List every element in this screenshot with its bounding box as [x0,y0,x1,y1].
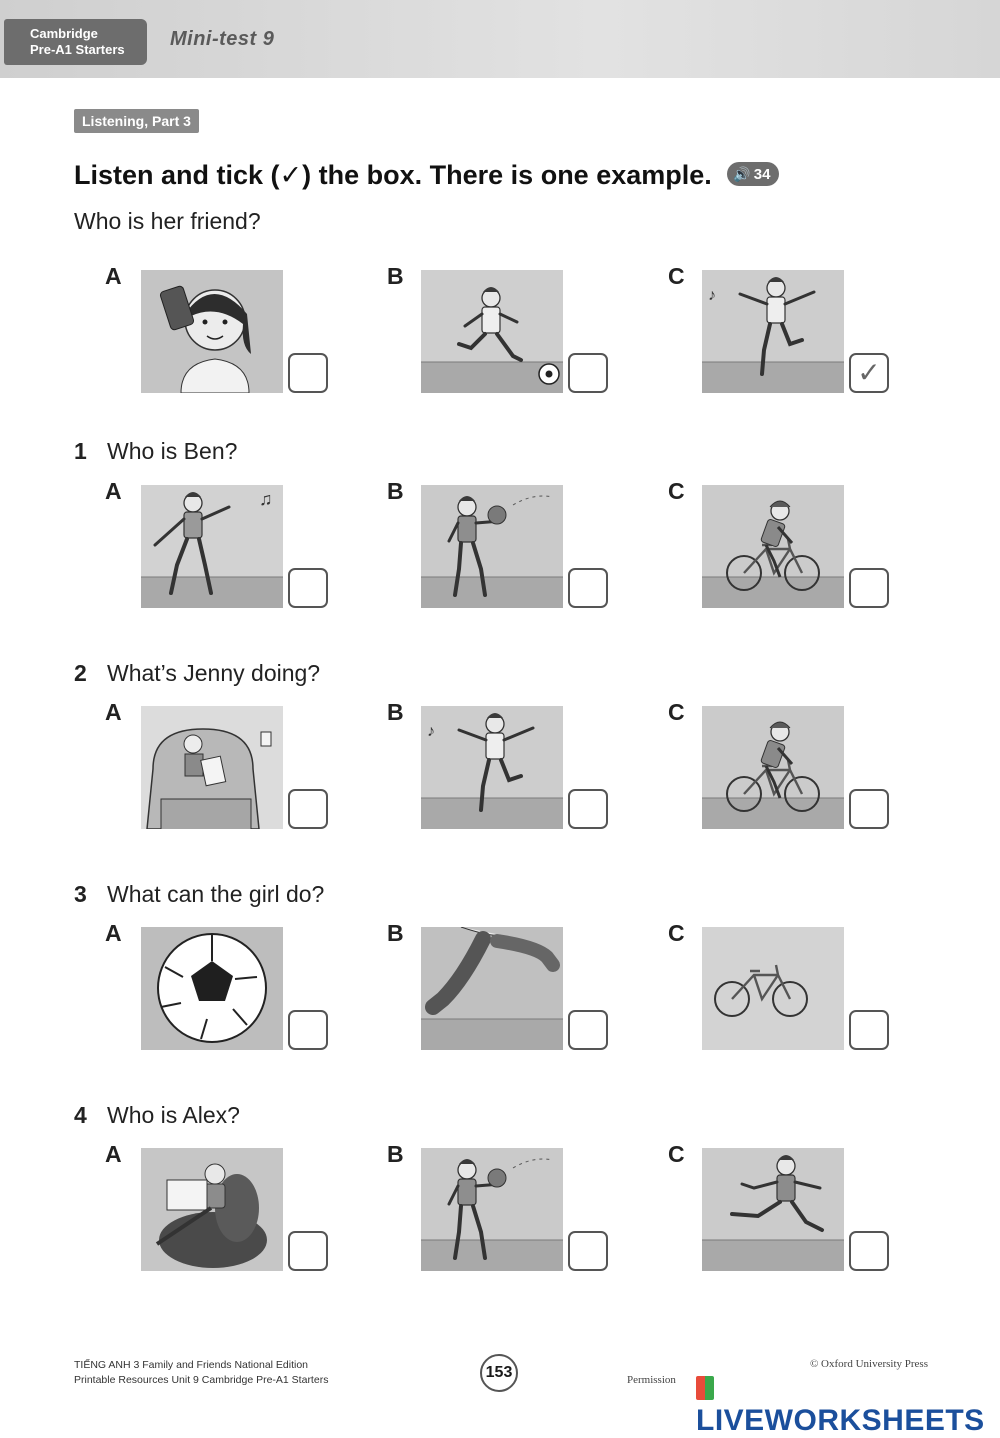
picture-girl-reading-in-armchair [141,706,283,829]
logo-blocks-icon [696,1376,714,1400]
option-letter-c: C [668,263,685,289]
watermark-text: LIVEWORKSHEETS [696,1404,985,1437]
option-letter-c: C [668,699,685,725]
speaker-icon: 🔊 [733,165,751,182]
picture-girl-dancing [702,270,844,393]
option-letter-a: A [105,699,122,725]
liveworksheets-logo [692,1370,1000,1438]
option-letter-c: C [668,478,685,504]
picture-girl-riding-bike [702,706,844,829]
brand-line1: Cambridge [30,26,98,41]
svg-text:♫: ♫ [259,489,273,509]
option-letter-b: B [387,263,404,289]
option-letter-c: C [668,920,685,946]
page-number: 153 [480,1354,518,1392]
option-letter-a: A [105,920,122,946]
question-number: 1 [74,438,87,464]
tick-box-q4-b[interactable] [568,1231,608,1271]
instruction-text: Listen and tick (✓) the box. There is one example. [74,160,712,190]
svg-text:♪: ♪ [708,287,716,304]
svg-text:♪: ♪ [427,723,435,740]
tick-box-example-a[interactable] [288,353,328,393]
question-number: 2 [74,660,87,686]
question-number: 3 [74,881,87,907]
question-3 [74,881,324,908]
option-letter-b: B [387,920,404,946]
cambridge-brand-box [4,19,147,65]
option-letter-b: B [387,1141,404,1167]
tick-box-q2-a[interactable] [288,789,328,829]
audio-track-badge[interactable] [727,162,779,186]
picture-bicycle [702,927,844,1050]
question-text: Who is Ben? [107,438,238,464]
option-letter-a: A [105,263,122,289]
picture-girl-with-tablet [141,270,283,393]
tick-box-example-b[interactable] [568,353,608,393]
audio-track-number: 34 [753,165,771,183]
tick-box-q3-b[interactable] [568,1010,608,1050]
option-letter-c: C [668,1141,685,1167]
question-text: Who is Alex? [107,1102,240,1128]
picture-boy-dancing [141,485,283,608]
option-letter-a: A [105,478,122,504]
tick-box-q4-a[interactable] [288,1231,328,1271]
picture-boy-catching-ball [421,485,563,608]
option-letter-a: A [105,1141,122,1167]
instruction [74,160,779,191]
example-question: Who is her friend? [74,208,261,234]
tick-box-q3-c[interactable] [849,1010,889,1050]
option-letter-b: B [387,699,404,725]
section-tag: Listening, Part 3 [74,109,199,133]
footer-line1: TIẾNG ANH 3 Family and Friends National Edition [74,1359,309,1371]
footer-line2: Printable Resources Unit 9 Cambridge Pre-A1 Starters [74,1374,329,1386]
page-title: Mini-test 9 [170,28,275,50]
permission-text: Permission [627,1374,676,1386]
tick-box-q1-b[interactable] [568,568,608,608]
tick-box-q4-c[interactable] [849,1231,889,1271]
question-2 [74,660,320,687]
question-text: What’s Jenny doing? [107,660,321,686]
picture-girl-kicking-ball [421,270,563,393]
tick-box-q1-c[interactable] [849,568,889,608]
footer-credits [74,1358,328,1388]
picture-running-legs [421,927,563,1050]
picture-boy-reading-on-beanbag [141,1148,283,1271]
tick-box-q3-a[interactable] [288,1010,328,1050]
question-4 [74,1102,240,1129]
tick-box-q2-c[interactable] [849,789,889,829]
question-text: What can the girl do? [107,881,325,907]
picture-boy-riding-bike [702,485,844,608]
question-number: 4 [74,1102,87,1128]
header-bar [0,0,1000,78]
picture-girl-dancing [421,706,563,829]
brand-line2: Pre-A1 Starters [30,42,125,57]
picture-boy-running [702,1148,844,1271]
option-letter-b: B [387,478,404,504]
picture-boy-catching-ball [421,1148,563,1271]
copyright: © Oxford University Press [809,1358,928,1370]
picture-football [141,927,283,1050]
tick-box-q2-b[interactable] [568,789,608,829]
question-1 [74,438,237,465]
tick-box-q1-a[interactable] [288,568,328,608]
tick-box-example-c[interactable]: ✓ [849,353,889,393]
